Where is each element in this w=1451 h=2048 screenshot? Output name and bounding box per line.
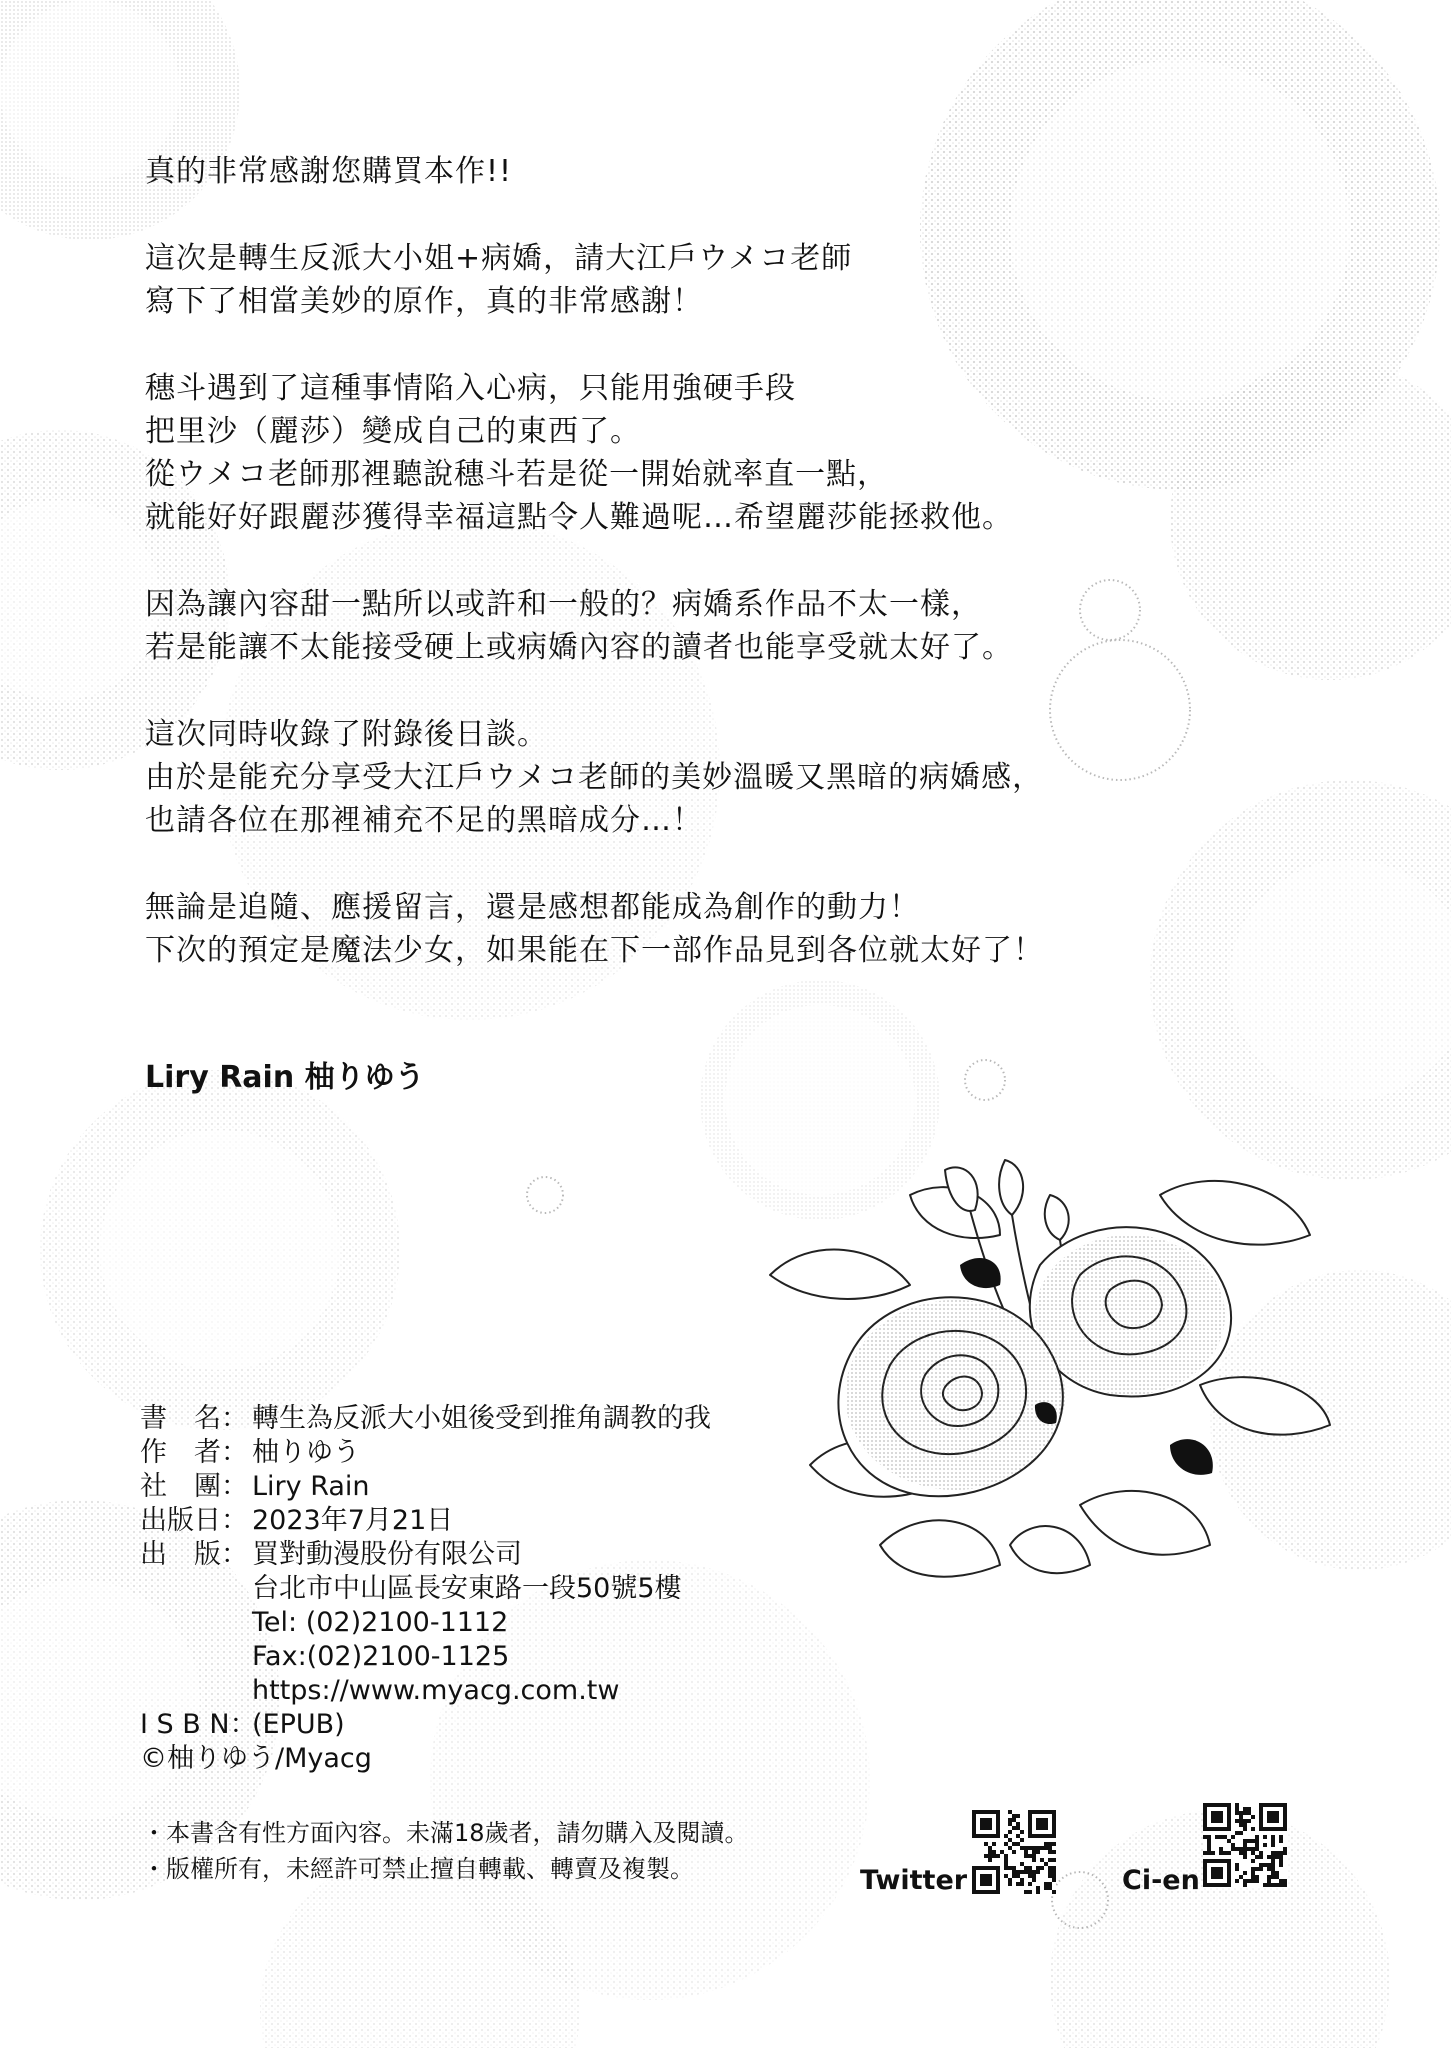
colophon-title-value: 轉生為反派大小姐後受到推角調教的我 xyxy=(252,1403,711,1434)
afterword-line: 也請各位在那裡補充不足的黑暗成分…！ xyxy=(145,803,703,838)
afterword-line: 這次是轉生反派大小姐+病嬌，請大江戶ウメコ老師 xyxy=(145,241,853,276)
colophon-author-value: 柚りゆう xyxy=(252,1437,360,1468)
colophon-date-row xyxy=(140,1504,711,1538)
afterword-paragraph xyxy=(145,713,1365,842)
signature: Liry Rain 柚りゆう xyxy=(145,1060,425,1095)
afterword-paragraph xyxy=(145,583,1365,669)
afterword-line: 真的非常感謝您購買本作!! xyxy=(145,154,513,189)
afterword-paragraph xyxy=(145,150,1365,193)
publisher-fax: Fax:(02)2100-1125 xyxy=(252,1641,510,1672)
afterword-line: 穗斗遇到了這種事情陷入心病，只能用強硬手段 xyxy=(145,371,796,406)
publisher-tel: Tel: (02)2100-1112 xyxy=(252,1607,509,1638)
colophon-date-label: 出版日： xyxy=(140,1505,248,1536)
afterword-paragraph xyxy=(145,886,1365,972)
afterword-line: 由於是能充分享受大江戶ウメコ老師的美妙溫暖又黑暗的病嬌感， xyxy=(145,760,1044,795)
cien-qr-code-icon[interactable] xyxy=(1203,1803,1287,1887)
afterword-line: 下次的預定是魔法少女，如果能在下一部作品見到各位就太好了！ xyxy=(145,933,1044,968)
publisher-url: https://www.myacg.com.tw xyxy=(252,1675,620,1706)
afterword-line: 就能好好跟麗莎獲得幸福這點令人難過呢…希望麗莎能拯救他。 xyxy=(145,500,1013,535)
notices xyxy=(142,1815,749,1887)
colophon-isbn-row xyxy=(140,1708,711,1742)
afterword-line: 無論是追隨、應援留言，還是感想都能成為創作的動力！ xyxy=(145,890,920,925)
colophon xyxy=(140,1402,711,1776)
afterword-paragraph xyxy=(145,367,1365,539)
afterword xyxy=(145,150,1365,972)
rose-illustration-icon xyxy=(730,1155,1350,1605)
afterword-paragraph xyxy=(145,237,1365,323)
colophon-circle-row xyxy=(140,1470,711,1504)
twitter-label: Twitter xyxy=(860,1865,968,1896)
colophon-publisher-label: 出 版： xyxy=(140,1539,248,1570)
afterword-line: 從ウメコ老師那裡聽說穗斗若是從一開始就率直一點， xyxy=(145,457,889,492)
twitter-qr-code-icon[interactable] xyxy=(972,1810,1056,1894)
colophon-isbn-value: (EPUB) xyxy=(252,1709,345,1740)
colophon-publisher-value: 買對動漫股份有限公司 xyxy=(252,1539,522,1570)
afterword-line: 因為讓內容甜一點所以或許和一般的？病嬌系作品不太一樣， xyxy=(145,587,982,622)
colophon-circle-value: Liry Rain xyxy=(252,1471,370,1502)
notice-copyright: ・版權所有，未經許可禁止擅自轉載、轉賣及複製。 xyxy=(142,1855,694,1883)
afterword-line: 若是能讓不太能接受硬上或病嬌內容的讀者也能享受就太好了。 xyxy=(145,630,1013,665)
colophon-date-value: 2023年7月21日 xyxy=(252,1505,454,1536)
colophon-title-row xyxy=(140,1402,711,1436)
afterword-line: 寫下了相當美妙的原作，真的非常感謝！ xyxy=(145,284,703,319)
notice-adult-content: ・本書含有性方面內容。未滿18歲者，請勿購入及閱讀。 xyxy=(142,1819,749,1847)
afterword-line: 這次同時收錄了附錄後日談。 xyxy=(145,717,548,752)
colophon-circle-label: 社 團： xyxy=(140,1471,248,1502)
colophon-publisher-row xyxy=(140,1538,711,1572)
publisher-address: 台北市中山區長安東路一段50號5樓 xyxy=(252,1573,682,1604)
colophon-author-row xyxy=(140,1436,711,1470)
colophon-isbn-label: I S B N： xyxy=(140,1709,257,1740)
afterword-line: 把里沙（麗莎）變成自己的東西了。 xyxy=(145,414,641,449)
colophon-title-label: 書 名： xyxy=(140,1403,248,1434)
colophon-author-label: 作 者： xyxy=(140,1437,248,1468)
copyright: ©柚りゆう/Myacg xyxy=(140,1743,372,1774)
cien-label: Ci-en xyxy=(1122,1865,1200,1896)
